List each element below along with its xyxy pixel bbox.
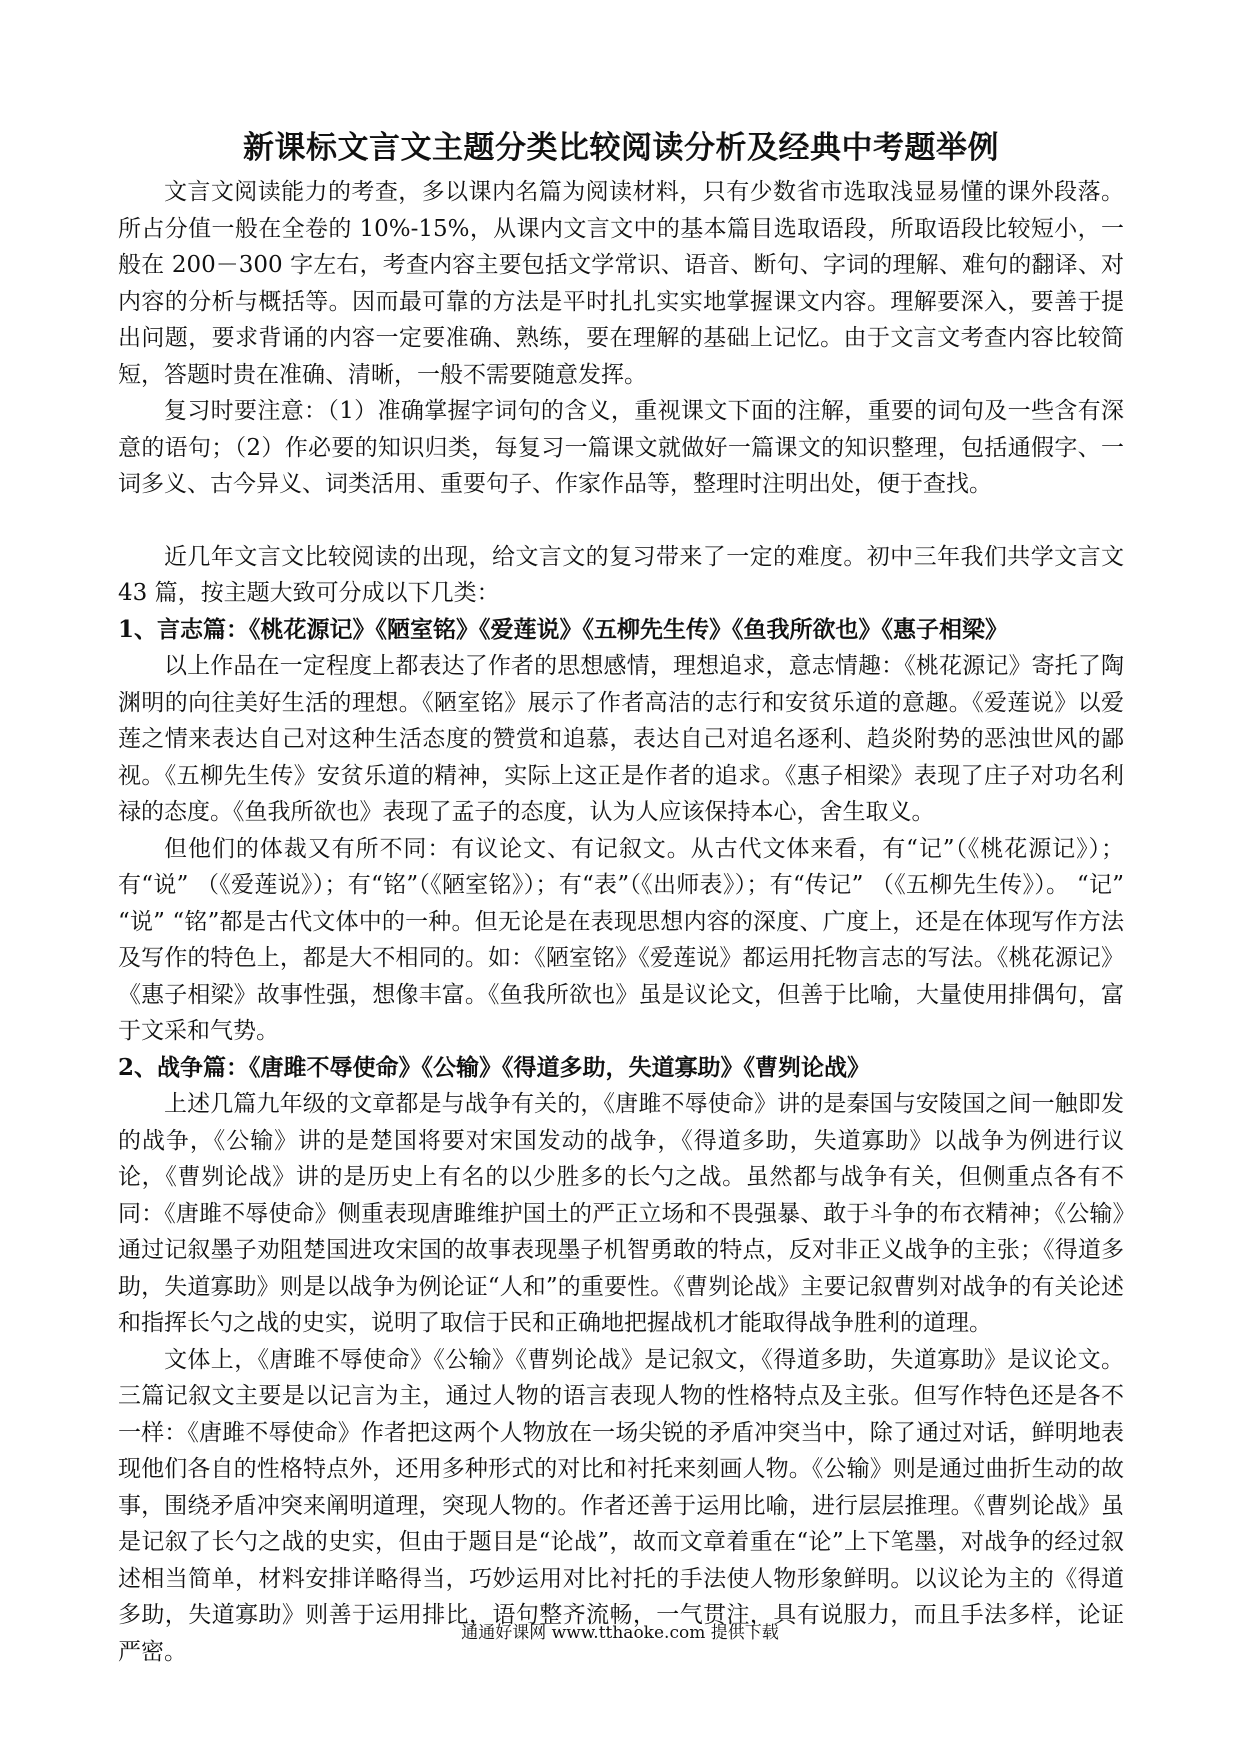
page-footer: 通通好课网 www.tthaoke.com 提供下载 [461, 1623, 779, 1643]
intro-paragraph-1: 文言文阅读能力的考查，多以课内名篇为阅读材料，只有少数省市选取浅显易懂的课外段落。所占分值一般在全卷的 10%-15%，从课内文言文中的基本篇目选取语段，所取语段比较短小，一般在 200－300 字左右，考查内容主要包括文学常识、语音、断句、字词的理解、难句的翻译、对内容的分析与概括等。因而最可靠的方法是平时扎扎实实地掌握课文内容。理解要深入，要善于提出问题，要求背诵的内容一定要准确、熟练，要在理解的基础上记忆。由于文言文考查内容比较简短，答题时贵在准确、清晰，一般不需要随意发挥。 [118, 179, 1124, 388]
intro-paragraph-2: 复习时要注意：（1）准确掌握字词句的含义，重视课文下面的注解，重要的词句及一些含有深意的语句；（2）作必要的知识归类，每复习一篇课文就做好一篇课文的知识整理，包括通假字、一词多义、古今异义、词类活用、重要句子、作家作品等，整理时注明出处，便于查找。 [118, 398, 1124, 497]
section-1-paragraph-1: 以上作品在一定程度上都表达了作者的思想感情，理想追求，意志情趣：《桃花源记》寄托了陶渊明的向往美好生活的理想。《陋室铭》展示了作者高洁的志行和安贫乐道的意趣。《爱莲说》以爱莲之情来表达自己对这种生活态度的赞赏和追慕，表达自己对追名逐利、趋炎附势的恶浊世风的鄙视。《五柳先生传》安贫乐道的精神，实际上这正是作者的追求。《惠子相梁》表现了庄子对功名利禄的态度。《鱼我所欲也》表现了孟子的态度，认为人应该保持本心，舍生取义。 [118, 653, 1124, 825]
section-heading-war: 2、战争篇：《唐雎不辱使命》《公输》《得道多助，失道寡助》《曹刿论战》 [118, 1053, 871, 1081]
section-2-paragraph-1: 上述几篇九年级的文章都是与战争有关的，《唐雎不辱使命》讲的是秦国与安陵国之间一触即发的战争，《公输》讲的是楚国将要对宋国发动的战争，《得道多助，失道寡助》以战争为例进行议论，《曹刿论战》讲的是历史上有名的以少胜多的长勺之战。虽然都与战争有关，但侧重点各有不同：《唐雎不辱使命》侧重表现唐雎维护国土的严正立场和不畏强暴、敢于斗争的布衣精神；《公输》通过记叙墨子劝阻楚国进攻宋国的故事表现墨子机智勇敢的特点，反对非正义战争的主张；《得道多助，失道寡助》则是以战争为例论证“人和”的重要性。《曹刿论战》主要记叙曹刿对战争的有关论述和指挥长勺之战的史实，说明了取信于民和正确地把握战机才能取得战争胜利的道理。 [118, 1091, 1124, 1336]
document-page [118, 128, 1124, 1670]
section-1-paragraph-2: 但他们的体裁又有所不同：有议论文、有记叙文。从古代文体来看，有“记”（《桃花源记》）；有“说” （《爱莲说》）；有“铭”（《陋室铭》）；有“表”（《出师表》）；有“传记” （《五柳先生传》）。 “记” “说” “铭”都是古代文体中的一种。但无论是在表现思想内容的深度、广度上，还是在体现写作方法及写作的特色上，都是大不相同的。如：《陋室铭》《爱莲说》都运用托物言志的写法。《桃花源记》《惠子相梁》故事性强，想像丰富。《鱼我所欲也》虽是议论文，但善于比喻，大量使用排偶句，富于文采和气势。 [118, 835, 1124, 1044]
paragraph-spacer [118, 503, 1124, 539]
section-2-paragraph-2: 文体上，《唐雎不辱使命》《公输》《曹刿论战》是记叙文，《得道多助，失道寡助》是议论文。三篇记叙文主要是以记言为主，通过人物的语言表现人物的性格特点及主张。但写作特色还是各不一样：《唐雎不辱使命》作者把这两个人物放在一场尖锐的矛盾冲突当中，除了通过对话，鲜明地表现他们各自的性格特点外，还用多种形式的对比和衬托来刻画人物。《公输》则是通过曲折生动的故事，围绕矛盾冲突来阐明道理，突现人物的。作者还善于运用比喻，进行层层推理。《曹刿论战》虽是记叙了长勺之战的史实，但由于题目是“论战”，故而文章着重在“论”上下笔墨，对战争的经过叙述相当简单，材料安排详略得当，巧妙运用对比衬托的手法使人物形象鲜明。以议论为主的《得道多助，失道寡助》则善于运用排比，语句整齐流畅，一气贯注，具有说服力，而且手法多样，论证严密。 [118, 1346, 1124, 1665]
section-heading-aspiration: 1、言志篇：《桃花源记》《陋室铭》《爱莲说》《五柳先生传》《鱼我所欲也》《惠子相梁》 [118, 615, 1009, 643]
document-title: 新课标文言文主题分类比较阅读分析及经典中考题举例 [243, 130, 999, 166]
overview-paragraph: 近几年文言文比较阅读的出现，给文言文的复习带来了一定的难度。初中三年我们共学文言文 43 篇，按主题大致可分成以下几类： [118, 543, 1124, 606]
